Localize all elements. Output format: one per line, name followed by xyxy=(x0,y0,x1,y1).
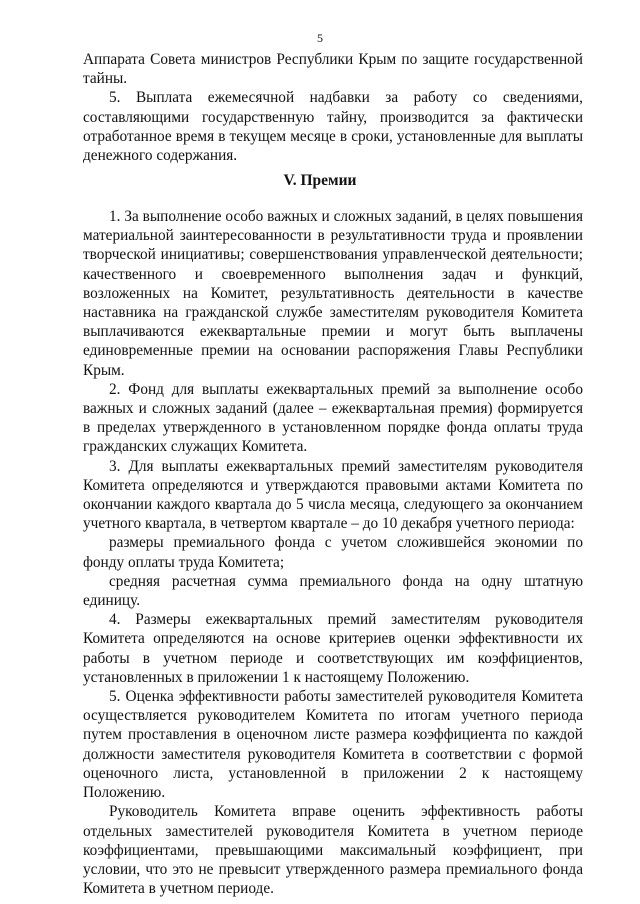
paragraph-bonus-2: 2. Фонд для выплаты ежеквартальных премий за выполнение особо важных и сложных заданий (далее – ежеквартальная премия) формируется в пределах утвержденного в установленном порядке фонда оплаты труда гражданских служащих Комитета. xyxy=(83,380,583,456)
page-number: 5 xyxy=(317,31,323,45)
section-heading: V. Премии xyxy=(283,172,357,189)
paragraph-bonus-5: 5. Оценка эффективности работы заместителей руководителя Комитета осуществляется руководителем Комитета по итогам учетного периода путем проставления в оценочном листе размера коэффициента по каждой должности заместителя руководителя Комитета в соответствии с формой оценочного листа, установленной в приложении 2 к настоящему Положению. xyxy=(83,688,583,802)
top-text-block xyxy=(83,50,583,165)
paragraph-bonus-head-discretion: Руководитель Комитета вправе оценить эффективность работы отдельных заместителей руководителя Комитета в учетном периоде коэффициентами, превышающими максимальный коэффициент, при условии, что это не превысит утвержденного размера премиального фонда Комитета в учетном периоде. xyxy=(83,803,583,898)
paragraph-bonus-3-average-sum: средняя расчетная сумма премиального фонда на одну штатную единицу. xyxy=(83,572,583,610)
paragraph-bonus-3: 3. Для выплаты ежеквартальных премий заместителям руководителя Комитета определяются и утверждаются правовыми актами Комитета по окончании каждого квартала до 5 числа месяца, следующего за окончанием учетного квартала, в четвертом квартале – до 10 декабря учетного периода: xyxy=(83,457,583,533)
paragraph-item-5-allowance: 5. Выплата ежемесячной надбавки за работу со сведениями, составляющими государственную тайну, производится за фактически отработанное время в текущем месяце в сроки, установленные для выплаты денежного содержания. xyxy=(83,89,583,165)
continuation-paragraph: Аппарата Совета министров Республики Крым по защите государственной тайны. xyxy=(83,51,583,88)
paragraph-bonus-1: 1. За выполнение особо важных и сложных заданий, в целях повышения материальной заинтересованности в результативности труда и проявлении творческой инициативы; совершенствования управленческой деятельности; качественного и своевременного выполнения задач и функций, возложенных на Комитет, результативность деятельности в качестве наставника на гражданской службе заместителям руководителя Комитета выплачиваются ежеквартальные премии и могут быть выплачены единовременные премии на основании распоряжения Главы Республики Крым. xyxy=(83,208,583,379)
paragraph-bonus-4: 4. Размеры ежеквартальных премий заместителям руководителя Комитета определяются на основе критериев оценки эффективности их работы в учетном периоде и соответствующих им коэффициентов, установленных в приложении 1 к настоящему Положению. xyxy=(83,611,583,686)
paragraph-bonus-3-fund-size: размеры премиального фонда с учетом сложившейся экономии по фонду оплаты труда Комитета; xyxy=(83,534,583,571)
main-text-block xyxy=(83,207,583,898)
